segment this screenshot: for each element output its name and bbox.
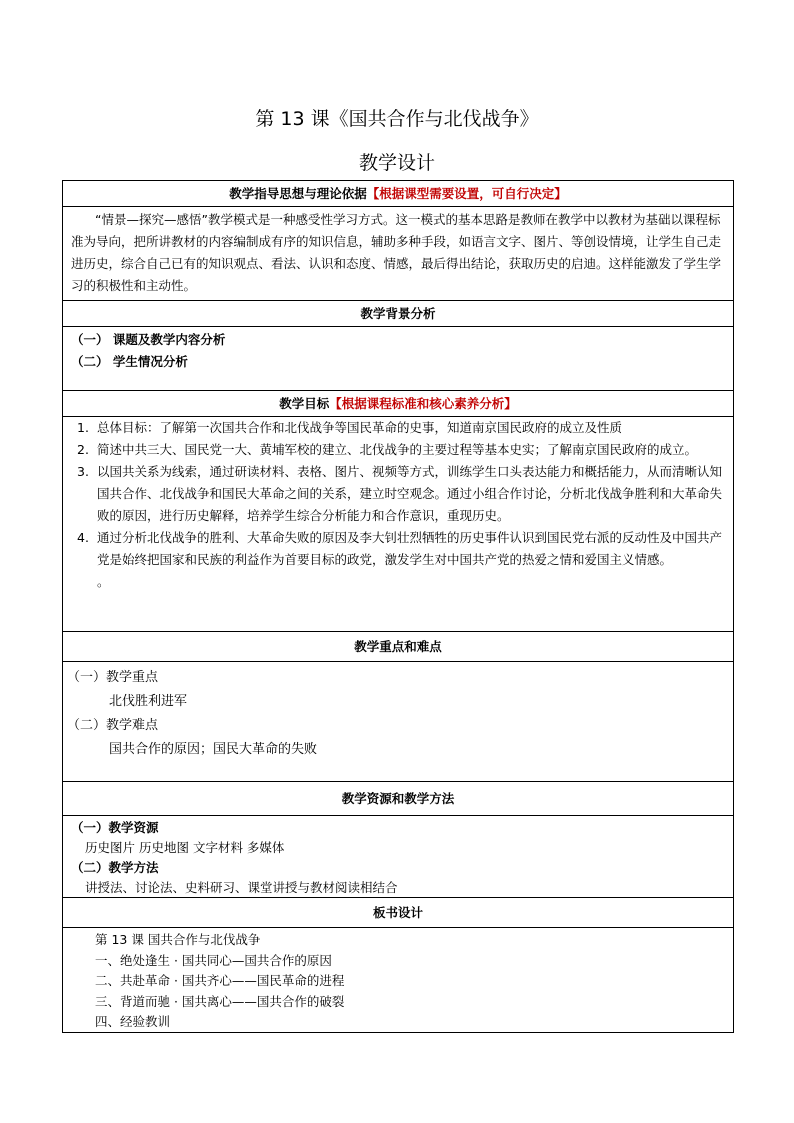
objective-text: 总体目标：了解第一次国共合作和北伐战争等国民革命的史事，知道南京国民政府的成立及性质 xyxy=(97,420,623,435)
focus-text: 北伐胜利进军 xyxy=(109,694,188,709)
guiding-text: “情景—探究—感悟”教学模式是一种感受性学习方式。这一模式的基本思路是教师在教学中以教材为基础以课程标准为导向，把所讲教材的内容编制成有序的知识信息，辅助多种手段，如语言文字、图片、等创设情境，让学生自己走进历史，综合自己已有的知识观点、看法、认识和态度、情感，最后得出结论，获取历史的启迪。这样能激发了学生学习的积极性和主动性。 xyxy=(63,207,733,301)
background-item-1: （一） 课题及教学内容分析 xyxy=(71,332,226,347)
document-subtitle: 教学设计 xyxy=(358,152,435,174)
focus-label: （一）教学重点 xyxy=(67,670,159,685)
resources-body xyxy=(63,816,733,898)
objective-item xyxy=(71,461,725,527)
guiding-heading-note: 【根据课型需要设置，可自行决定】 xyxy=(366,186,567,201)
lesson-plan-table xyxy=(62,180,734,1033)
objective-text: 通过分析北伐战争的胜利、大革命失败的原因及李大钊壮烈牺牲的历史事件认识到国民党右派的反动性及中国共产党是始终把国家和民族的利益作为首要目标的政党，激发学生对中国共产党的热爱之情和爱国主义情感。 xyxy=(97,530,723,567)
objective-text: 简述中共三大、国民党一大、黄埔军校的建立、北伐战争的主要过程等基本史实；了解南京国民政府的成立。 xyxy=(97,442,698,457)
objectives-heading-note: 【根据课程标准和核心素养分析】 xyxy=(329,396,517,411)
background-body xyxy=(63,327,733,391)
guiding-heading-label: 教学指导思想与理论依据 xyxy=(229,186,367,201)
background-item-2: （二） 学生情况分析 xyxy=(71,354,188,369)
objective-num: 2. xyxy=(77,442,89,457)
background-heading: 教学背景分析 xyxy=(63,301,733,327)
keypoints-body xyxy=(63,662,733,782)
objectives-heading-label: 教学目标 xyxy=(279,396,330,411)
board-body xyxy=(63,928,733,1032)
objective-trailing: 。 xyxy=(97,574,110,589)
objective-num: 4. xyxy=(77,530,89,545)
objective-num: 1. xyxy=(77,420,89,435)
objective-item xyxy=(71,439,725,461)
method-label: （二）教学方法 xyxy=(71,860,159,875)
guiding-heading xyxy=(63,181,733,207)
board-line: 第 13 课 国共合作与北伐战争 xyxy=(95,932,261,947)
board-line: 三、背道而驰 · 国共离心——国共合作的破裂 xyxy=(95,993,345,1009)
document-title: 第 13 课《国共合作与北伐战争》 xyxy=(255,108,539,130)
objectives-body xyxy=(63,417,733,632)
objectives-heading xyxy=(63,391,733,417)
board-line: 二、共赴革命 · 国共齐心——国民革命的进程 xyxy=(95,973,345,988)
keypoints-heading: 教学重点和难点 xyxy=(63,632,733,662)
board-heading: 板书设计 xyxy=(63,898,733,928)
resources-label: （一）教学资源 xyxy=(71,820,159,835)
resources-heading: 教学资源和教学方法 xyxy=(63,782,733,816)
objective-text: 以国共关系为线索，通过研读材料、表格、图片、视频等方式，训练学生口头表达能力和概括能力，从而清晰认知国共合作、北伐战争和国民大革命之间的关系，建立时空观念。通过小组合作讨论，分析北伐战争胜利和大革命失败的原因，进行历史解释，培养学生综合分析能力和合作意识，重现历史。 xyxy=(97,464,723,523)
board-line: 一、绝处逢生 · 国共同心—国共合作的原因 xyxy=(95,952,332,968)
difficulty-label: （二）教学难点 xyxy=(67,718,159,733)
objective-item xyxy=(71,527,725,571)
resources-text: 历史图片 历史地图 文字材料 多媒体 xyxy=(85,840,285,855)
objective-item xyxy=(71,417,725,439)
objective-num: 3. xyxy=(77,464,89,479)
board-line: 四、经验教训 xyxy=(95,1014,171,1029)
method-text: 讲授法、讨论法、史料研习、课堂讲授与教材阅读相结合 xyxy=(85,880,398,895)
difficulty-text: 国共合作的原因；国民大革命的失败 xyxy=(109,742,318,757)
